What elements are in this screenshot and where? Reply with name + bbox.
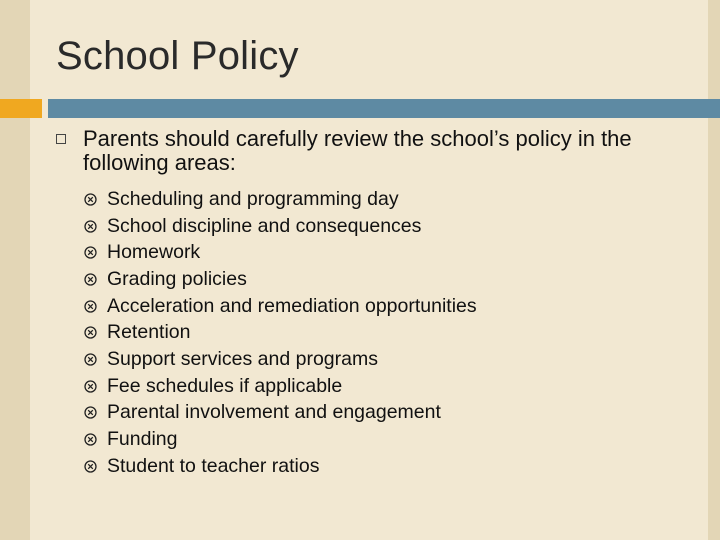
list-item xyxy=(84,186,684,213)
circled-cross-bullet-icon xyxy=(84,246,97,259)
list-item xyxy=(84,453,684,480)
circled-cross-bullet-icon xyxy=(84,273,97,286)
circled-cross-bullet-icon xyxy=(84,353,97,366)
list-item xyxy=(84,266,684,293)
slide-title: School Policy xyxy=(56,34,299,78)
policy-list xyxy=(84,186,684,480)
list-item xyxy=(84,373,684,400)
circled-cross-bullet-icon xyxy=(84,460,97,473)
list-item xyxy=(84,293,684,320)
list-item-label: Parental involvement and engagement xyxy=(107,401,441,424)
list-item-label: Grading policies xyxy=(107,267,247,290)
intro-text: Parents should carefully review the school’s policy in the following areas: xyxy=(83,126,632,175)
list-item-label: Retention xyxy=(107,321,191,344)
title-rule-bar xyxy=(48,99,720,118)
circled-cross-bullet-icon xyxy=(84,380,97,393)
list-item-label: Funding xyxy=(107,428,178,451)
circled-cross-bullet-icon xyxy=(84,406,97,419)
title-accent-bar xyxy=(0,99,42,118)
circled-cross-bullet-icon xyxy=(84,326,97,339)
list-item-label: Student to teacher ratios xyxy=(107,454,320,477)
list-item xyxy=(84,319,684,346)
slide-right-border xyxy=(708,0,720,540)
intro-bullet xyxy=(56,127,696,175)
circled-cross-bullet-icon xyxy=(84,433,97,446)
list-item-label: Fee schedules if applicable xyxy=(107,374,343,397)
list-item xyxy=(84,239,684,266)
list-item-label: Acceleration and remediation opportunities xyxy=(107,294,477,317)
list-item-label: School discipline and consequences xyxy=(107,214,422,237)
slide-left-border xyxy=(0,0,30,540)
square-bullet-icon xyxy=(56,134,66,144)
list-item-label: Homework xyxy=(107,241,201,264)
list-item-label: Support services and programs xyxy=(107,347,378,370)
list-item xyxy=(84,346,684,373)
circled-cross-bullet-icon xyxy=(84,193,97,206)
circled-cross-bullet-icon xyxy=(84,220,97,233)
circled-cross-bullet-icon xyxy=(84,300,97,313)
list-item xyxy=(84,426,684,453)
list-item xyxy=(84,213,684,240)
list-item xyxy=(84,400,684,427)
list-item-label: Scheduling and programming day xyxy=(107,187,399,210)
